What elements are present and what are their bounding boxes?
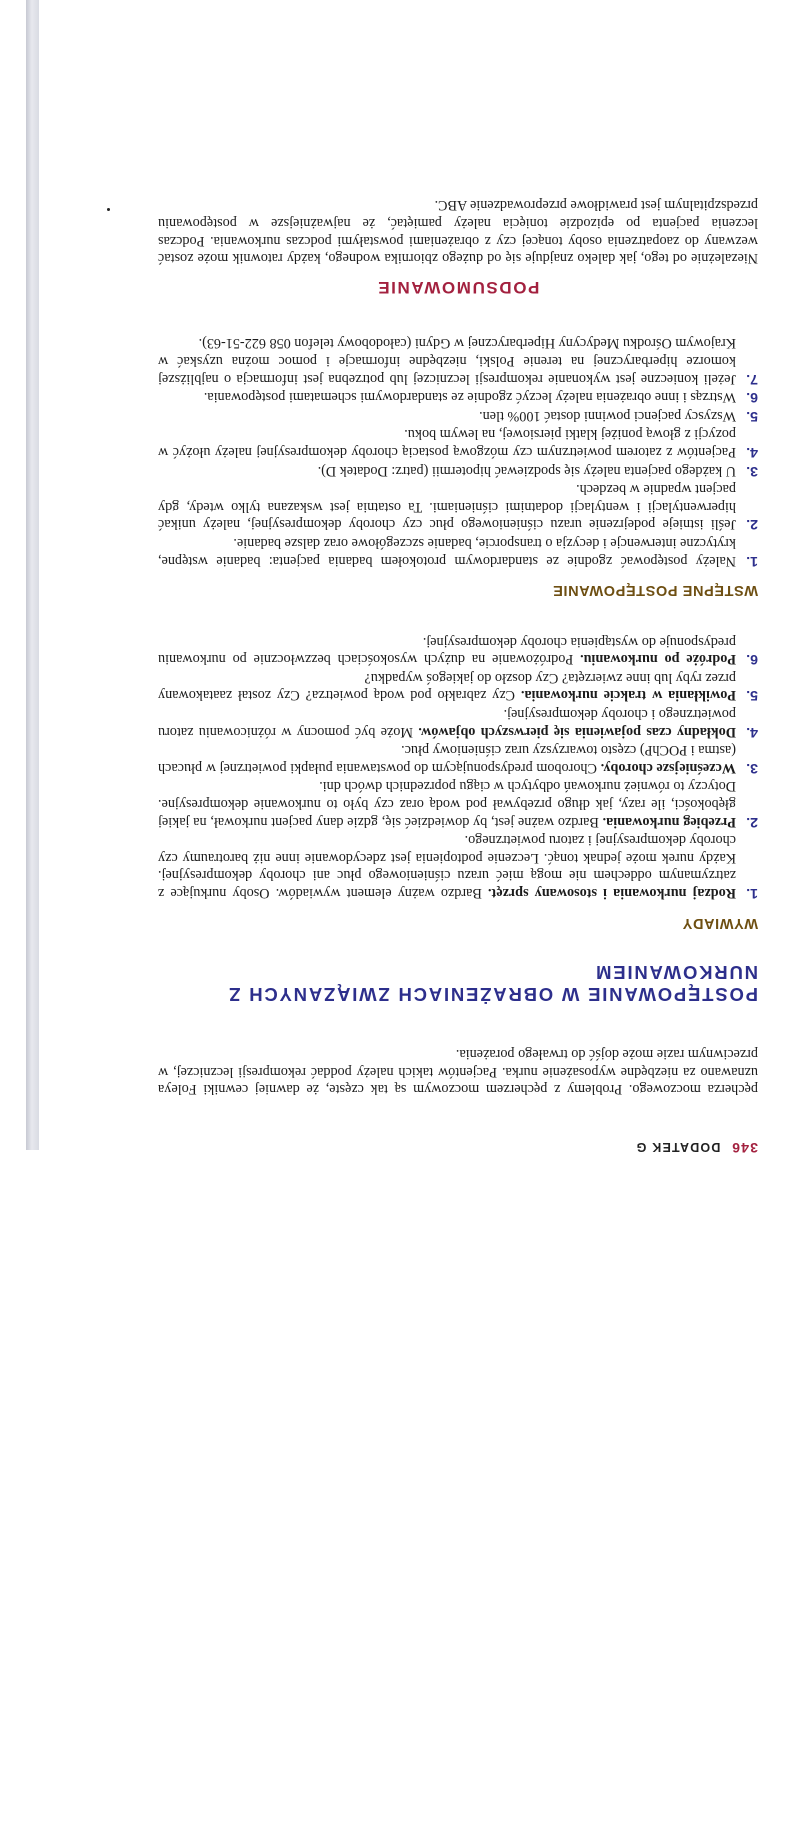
list-item [158, 668, 758, 703]
item-lead: Przebieg nurkowania. [602, 813, 736, 830]
list-item [158, 632, 758, 667]
list-item [158, 777, 758, 830]
item-text: Podróżowanie na dużych wysokościach bezzwłocznie po nurkowaniu predysponuje do wystąpienia choroby dekompresyjnej. [157, 633, 736, 668]
item-text: Chorobom predysponującym do powstawania pułapki powietrznej w płucach (astma i POChP) często towarzyszy uraz ciśnieniowy płuc. [158, 742, 736, 776]
item-lead: Dokładny czas pojawienia się pierwszych objawów. [418, 723, 736, 740]
list-item [158, 406, 758, 424]
item-text: Jeśli istnieje podejrzenie urazu ciśnieniowego płuc czy choroby dekompresyjnej, należy unikać hiperwentylacji i wentylacji dodatnimi ciśnieniami. Ta ostatnia jest wskazana tylko wtedy, gdy pacjent wpadnie w bezdech. [158, 481, 736, 533]
item-number: 5. [746, 407, 758, 424]
list-item [158, 831, 758, 901]
item-number: 4. [746, 443, 758, 460]
list-item [158, 480, 758, 533]
item-lead: Wcześniejsze choroby. [600, 759, 736, 776]
interview-heading: WYWIADY [682, 914, 758, 931]
item-number: 2. [746, 813, 758, 830]
item-text: U każdego pacjenta należy się spodziewać hipotermii (patrz: Dodatek D). [317, 462, 736, 479]
item-number: 1. [746, 552, 758, 569]
list-item [158, 334, 758, 387]
list-item [158, 533, 758, 568]
page-content-rotated [158, 36, 758, 1156]
chapter-title: POSTĘPOWANIE W OBRAŻENIACH ZWIĄZANYCH Z NURKOWANIEM [227, 961, 758, 1005]
list-item [158, 388, 758, 406]
item-text: Należy postępować zgodnie ze standardowym protokołem badania pacjenta: badanie wstępne, krytyczne interwencje i decyzja o transporcie, badanie szczegółowe oraz dalsze badanie. [158, 534, 736, 569]
interview-list [158, 632, 758, 901]
item-number: 6. [746, 389, 758, 406]
item-lead: Powikłania w trakcie nurkowania. [520, 687, 736, 704]
item-text: Bardzo ważny element wywiadów. Osoby nurkujące z zatrzymanym oddechem nie mogą mieć urazu ciśnieniowego płuc ani choroby dekompresyjnej. Każdy nurek może jednak tonąć. Leczenie podtopienia jest zdecydowanie inne niż barotraumy czy choroby dekompresyjnej i zatoru powietrznego. [157, 832, 736, 902]
item-number: 1. [746, 885, 758, 902]
initial-management-list [158, 334, 758, 569]
item-lead: Rodzaj nurkowania i stosowany sprzęt. [487, 885, 736, 902]
item-number: 3. [746, 759, 758, 776]
list-item [158, 705, 758, 740]
book-binding-edge [26, 0, 39, 1150]
item-number: 3. [746, 462, 758, 479]
item-text: Czy zabrakło pod wodą powietrza? Czy został zaatakowany przez ryby lub inne zwierzęta? Czy doszło do jakiegoś wypadku? [158, 669, 736, 704]
item-text: Może być pomocny w różnicowaniu zatoru powietrznego i choroby dekompresyjnej. [157, 706, 736, 740]
intro-paragraph: pęcherza moczowego. Problemy z pęcherzem moczowym są tak częste, że dawniej cewniki Foleya uznawano za niezbędne wyposażenie nurka. Pacjentów takich należy poddać rekompresji leczniczej, w przeciwnym razie może dojść do trwałego porażenia. [158, 1046, 758, 1098]
item-number: 7. [746, 370, 758, 387]
summary-paragraph: Niezależnie od tego, jak daleko znajduje się od dużego zbiornika wodnego, każdy ratownik może zostać wezwany do zaopatrzenia osoby tonącej czy z obrażeniami powstałymi podczas nurkowania. Podczas leczenia pacjenta po epizodzie tonięcia należy pamiętać, że najważniejsze w postępowaniu przedszpitalnym jest prawidłowe przeprowadzenie ABC. [158, 197, 758, 267]
list-item [158, 741, 758, 776]
item-text: Wszyscy pacjenci powinni dostać 100% tlen. [479, 407, 736, 424]
list-item [158, 425, 758, 460]
scan-speck [107, 208, 110, 211]
list-item [158, 461, 758, 479]
page-number: 346 [731, 1140, 758, 1156]
item-text: Pacjentów z zatorem powietrznym czy mózgową postacią choroby dekompresyjnej należy ułożyć w pozycji z głową poniżej klatki piersiowej, na lewym boku. [158, 426, 736, 460]
item-number: 6. [746, 651, 758, 668]
item-number: 2. [746, 516, 758, 533]
item-text: Jeżeli konieczne jest wykonanie rekompresji leczniczej lub potrzebna jest informacja o najbliższej komorze hiperbarycznej na terenie Polski, niezbędne informacje i pomoc można uzyskać w Krajowym Ośrodku Medycyny Hiperbarycznej w Gdyni (całodobowy telefon 058 622-51-63). [158, 335, 736, 387]
item-lead: Podróże po nurkowaniu. [580, 651, 736, 668]
summary-heading: PODSUMOWANIE [376, 277, 540, 297]
item-number: 5. [746, 687, 758, 704]
item-number: 4. [746, 723, 758, 740]
initial-management-heading: WSTĘPNE POSTĘPOWANIE [552, 582, 758, 599]
section-label: DODATEK G [635, 1140, 721, 1154]
item-text: Wstrząs i inne obrażenia należy leczyć zgodnie ze standardowymi schematami postępowania. [203, 389, 736, 406]
running-head [158, 1137, 758, 1156]
item-text: Bardzo ważne jest, by dowiedzieć się, gdzie dany pacjent nurkował, na jakiej głębokości, ile razy, jak długo przebywał pod wodą oraz czy było to nurkowanie dekompresyjne. Dotyczy to również nurkowań odbytych w ciągu poprzednich dwóch dni. [157, 778, 736, 830]
